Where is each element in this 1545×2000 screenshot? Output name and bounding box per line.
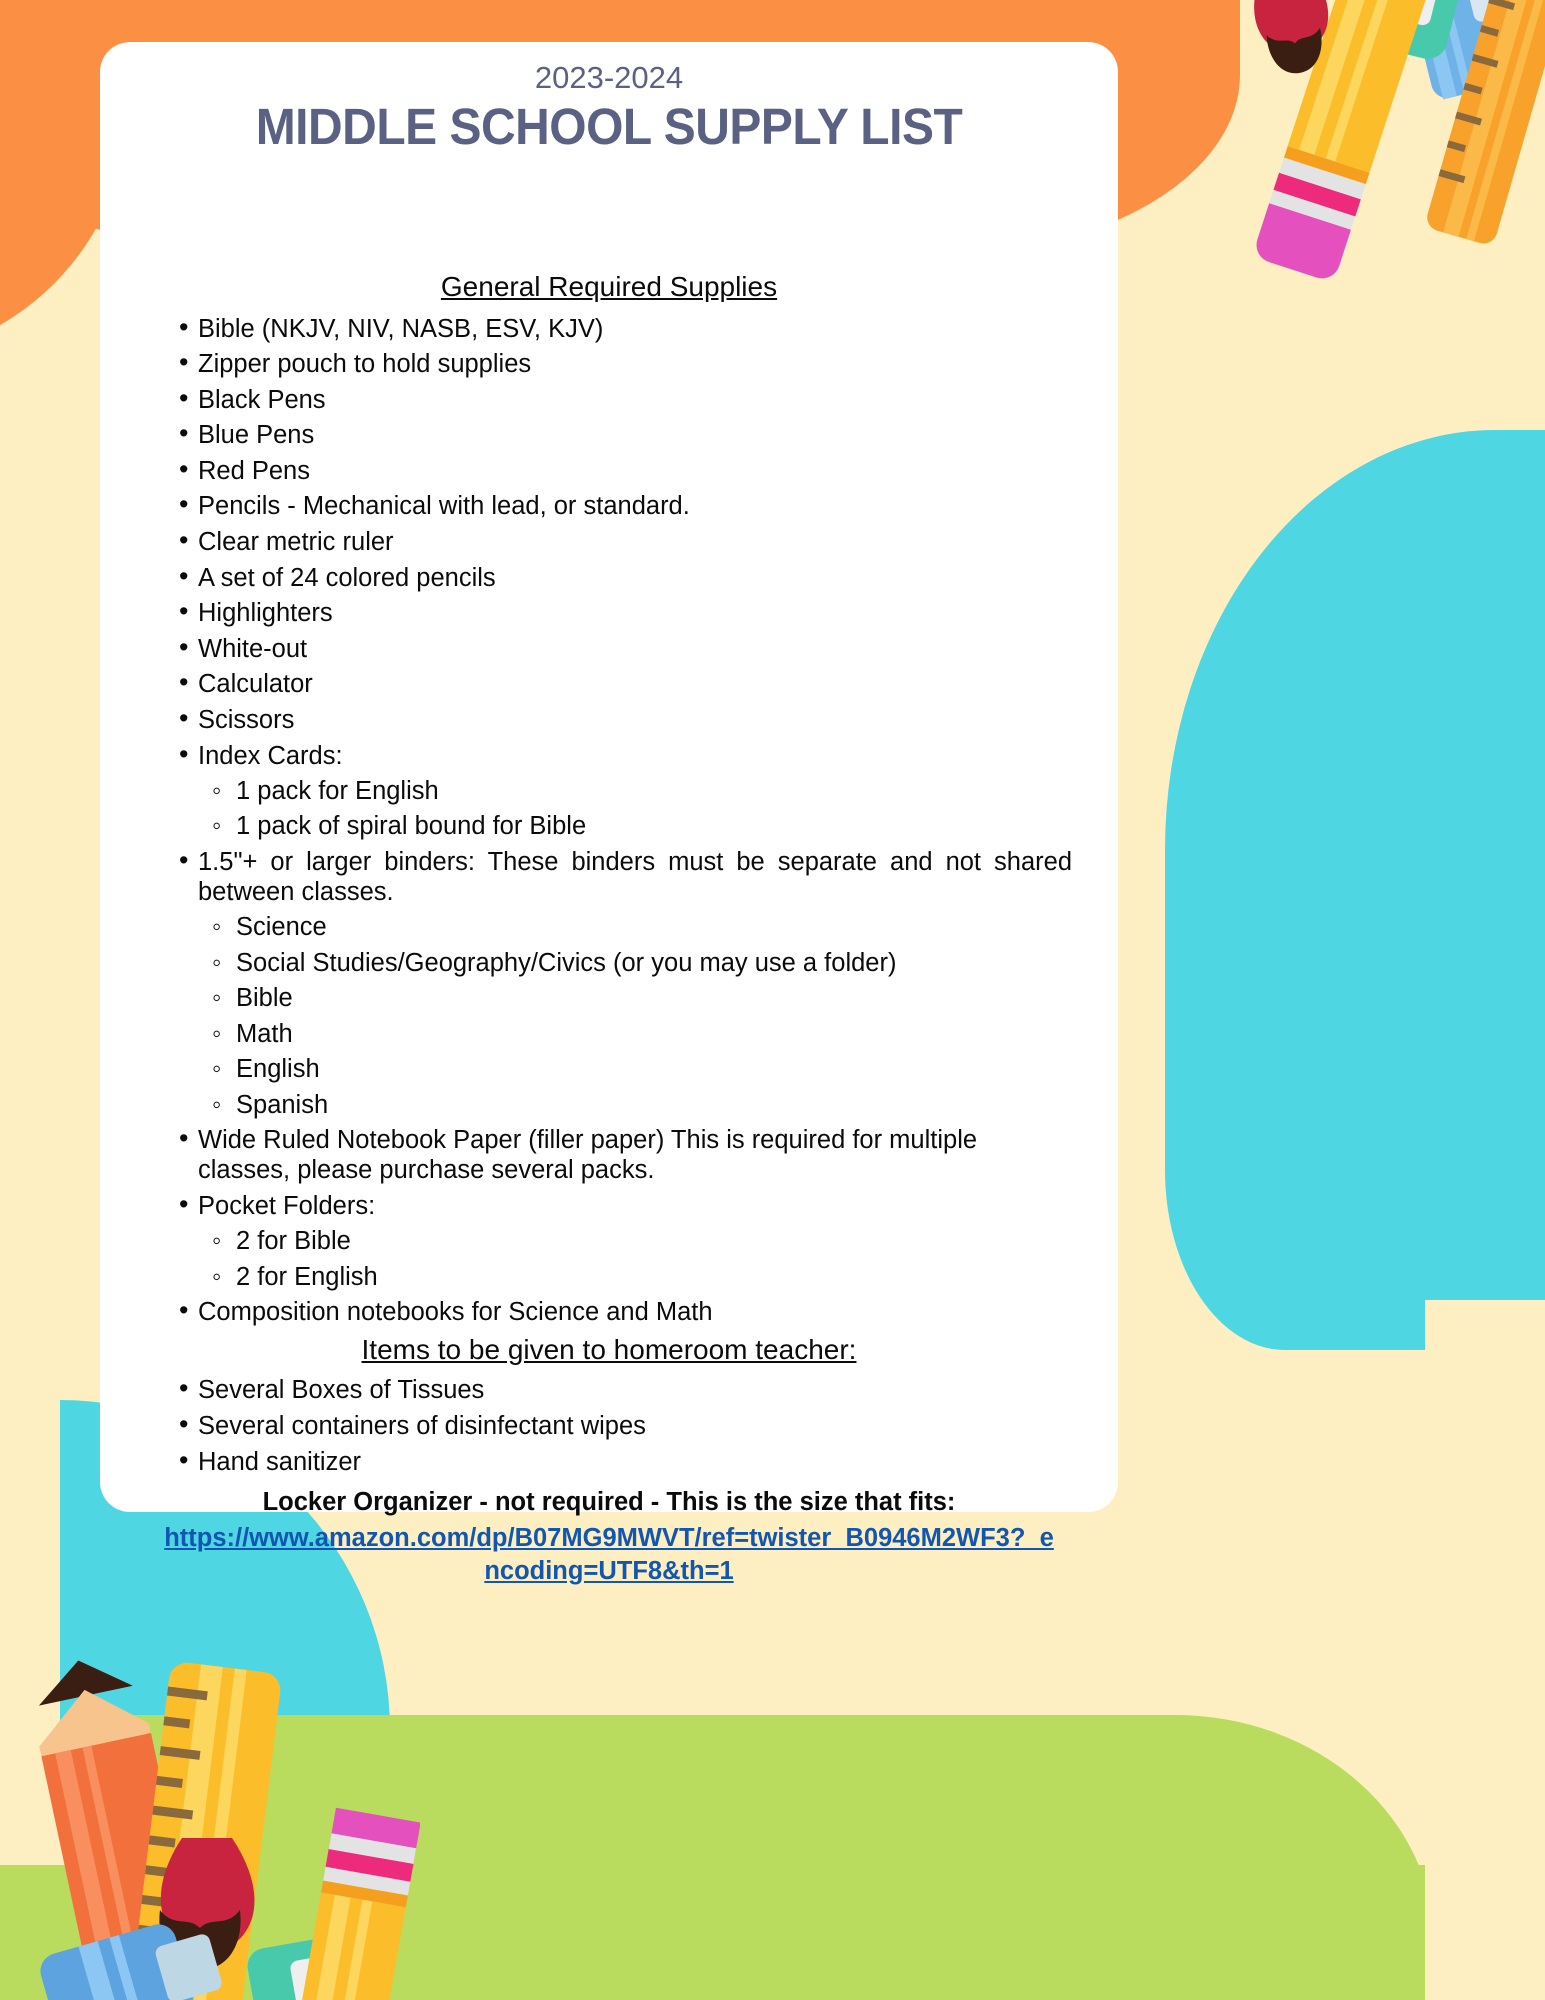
list-item-label: Calculator	[198, 670, 313, 699]
list-item	[146, 1297, 1072, 1327]
supply-list	[146, 314, 1072, 1328]
sub-list-item: ◦ Bible	[198, 983, 1072, 1013]
list-item	[146, 669, 1072, 699]
list-item	[146, 527, 1072, 557]
list-item	[146, 491, 1072, 521]
list-item	[146, 314, 1072, 344]
list-item	[146, 349, 1072, 379]
sub-list-item: ◦ Math	[198, 1019, 1072, 1049]
supply-list	[146, 1375, 1072, 1476]
list-item	[146, 741, 1072, 842]
sub-list-item: ◦ Social Studies/Geography/Civics (or you may use a folder)	[198, 948, 1072, 978]
list-item-label: Zipper pouch to hold supplies	[198, 350, 532, 379]
supply-sublist	[198, 776, 1072, 842]
sub-list-item: ◦ English	[198, 1054, 1072, 1084]
list-item-label: White-out	[198, 634, 308, 663]
supply-list-content	[100, 270, 1118, 1588]
list-item-label: Pocket Folders:	[198, 1192, 376, 1221]
yellow-pencil-icon	[295, 1808, 420, 2000]
list-item-label: Several containers of disinfectant wipes	[198, 1412, 646, 1441]
sub-list-item: ◦ 2 for Bible	[198, 1226, 1072, 1256]
list-item-label: Several Boxes of Tissues	[198, 1376, 485, 1405]
locker-organizer-link[interactable]: https://www.amazon.com/dp/B07MG9MWVT/ref=twister_B0946M2WF3?_encoding=UTF8&th=1	[164, 1523, 1054, 1585]
list-item-label: Blue Pens	[198, 421, 315, 450]
list-item	[146, 598, 1072, 628]
list-item-label: Wide Ruled Notebook Paper (filler paper) This is required for multiple classes, please purchase several packs.	[198, 1126, 978, 1185]
list-item-label: Black Pens	[198, 385, 326, 414]
list-item	[146, 420, 1072, 450]
list-item	[146, 563, 1072, 593]
list-item-label: Clear metric ruler	[198, 528, 394, 557]
list-item-label: Red Pens	[198, 456, 310, 485]
list-item-label: Composition notebooks for Science and Math	[198, 1298, 713, 1327]
school-year: 2023-2024	[534, 60, 684, 95]
supply-sublist	[198, 1226, 1072, 1292]
page-header	[100, 42, 1118, 156]
list-item	[146, 1411, 1072, 1441]
cream-band-right	[1425, 1300, 1545, 2000]
sub-list-item: ◦ 1 pack of spiral bound for Bible	[198, 811, 1072, 841]
bottom-left-stationery-cluster	[0, 1648, 420, 2000]
cyan-blob-right	[1165, 430, 1545, 1350]
list-item-label: • 1.5"+ or larger binders: These binders must be separate and not shared between classes.	[198, 847, 1072, 906]
list-item-label: Bible (NKJV, NIV, NASB, ESV, KJV)	[198, 314, 604, 343]
sub-list-item: ◦ 1 pack for English	[198, 776, 1072, 806]
sub-list-item: ◦ Spanish	[198, 1090, 1072, 1120]
locker-organizer-note: Locker Organizer - not required - This is the size that fits:	[262, 1487, 956, 1516]
list-item	[146, 1447, 1072, 1477]
list-item	[146, 847, 1072, 1120]
page-title: MIDDLE SCHOOL SUPPLY LIST	[255, 97, 963, 155]
section-heading: General Required Supplies	[440, 271, 778, 302]
list-item	[146, 1191, 1072, 1292]
list-item-label: A set of 24 colored pencils	[198, 563, 496, 592]
list-item-label: Pencils - Mechanical with lead, or standard.	[198, 492, 690, 521]
list-item	[146, 705, 1072, 735]
list-item-label: Highlighters	[198, 599, 333, 628]
list-item	[146, 385, 1072, 415]
list-item	[146, 1125, 1072, 1185]
top-right-stationery-cluster	[1185, 0, 1545, 280]
list-item	[146, 1375, 1072, 1405]
list-item-label: Index Cards:	[198, 741, 343, 770]
list-item-label: Hand sanitizer	[198, 1447, 361, 1476]
list-item	[146, 634, 1072, 664]
sub-list-item: ◦ 2 for English	[198, 1262, 1072, 1292]
sub-list-item: ◦ Science	[198, 912, 1072, 942]
supply-sublist	[198, 912, 1072, 1120]
section-heading: Items to be given to homeroom teacher:	[361, 1333, 857, 1365]
list-item	[146, 456, 1072, 486]
list-item-label: Scissors	[198, 705, 295, 734]
